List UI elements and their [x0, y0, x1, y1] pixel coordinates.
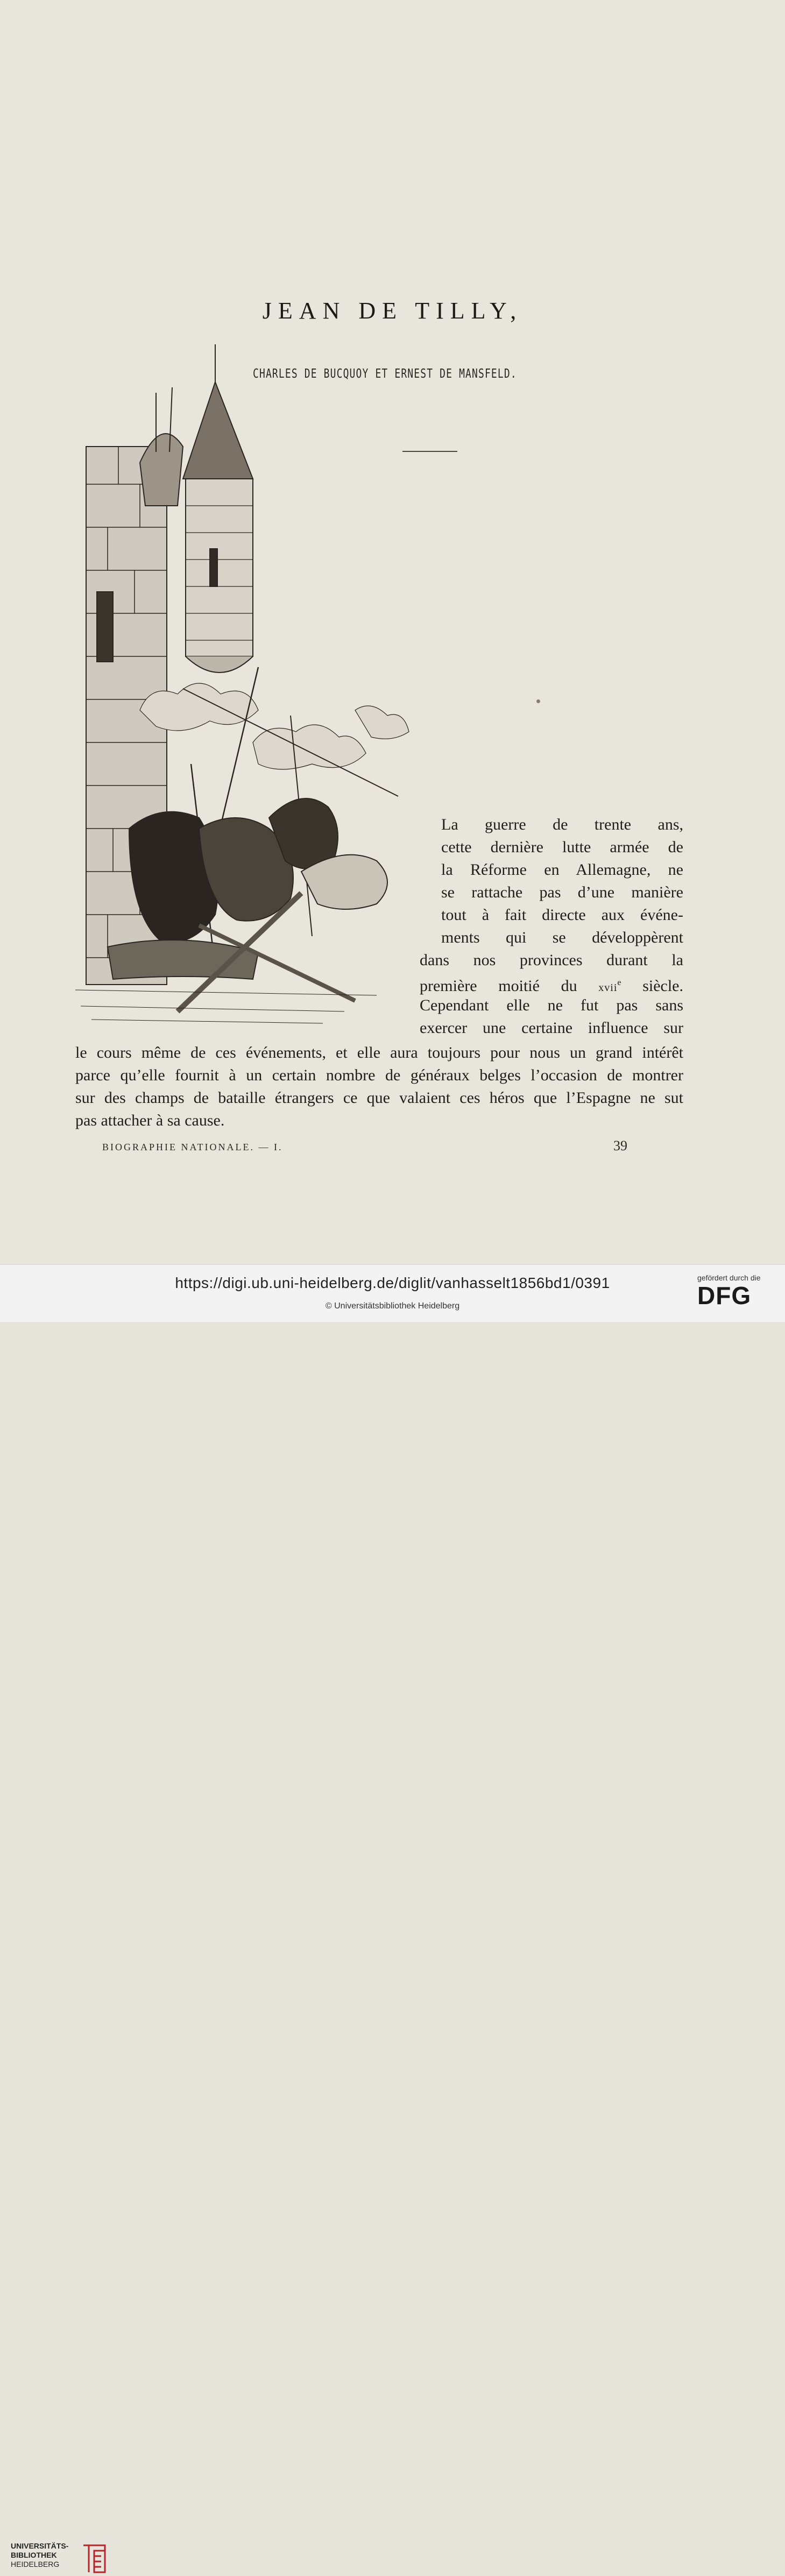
page-number: 39: [613, 1138, 627, 1153]
page-title: JEAN DE TILLY,: [262, 298, 523, 324]
body-line: cette dernière lutte armée de: [441, 838, 683, 856]
body-line: dans nos provinces durant la: [420, 951, 683, 969]
body-full-width: [75, 1042, 683, 1132]
ub-heidelberg-logo[interactable]: [11, 2542, 118, 2576]
body-right-column: [420, 813, 683, 1039]
body-line: pas attacher à sa cause.: [75, 1112, 225, 1129]
body-line: sur des champs de bataille étrangers ce que valaient ces héros que l’Espagne ne sut: [75, 1089, 683, 1107]
institution-name: [11, 2542, 68, 2569]
institution-line: UNIVERSITÄTS-: [11, 2542, 69, 2550]
body-line: tout à fait directe aux événe-: [441, 906, 683, 924]
running-footer: BIOGRAPHIE NATIONALE. — I.: [102, 1142, 283, 1152]
body-line: ments qui se développèrent: [441, 929, 683, 946]
body-line: La guerre de trente ans,: [441, 816, 683, 833]
body-line: exercer une certaine influence sur: [420, 1019, 683, 1037]
dfg-logo: DFG: [697, 1282, 752, 1310]
dfg-sponsor[interactable]: [697, 1273, 778, 1317]
sponsor-label: gefördert durch die: [697, 1273, 761, 1282]
scanned-page: [0, 0, 785, 1264]
page-subtitle: CHARLES DE BUCQUOY ET ERNEST DE MANSFELD.: [253, 367, 517, 381]
body-line: Cependant elle ne fut pas sans: [420, 996, 683, 1014]
copyright-notice: © Universitätsbibliothek Heidelberg: [325, 1301, 460, 1311]
century-sup: e: [617, 978, 621, 987]
century-roman: xvii: [598, 982, 618, 994]
body-line: la Réforme en Allemagne, ne: [441, 861, 683, 879]
century-text-lead: première moitié du: [420, 977, 577, 995]
engraving-illustration: [75, 344, 441, 1033]
body-line: se rattache pas d’une manière: [441, 883, 683, 901]
body-line: parce qu’elle fournit à un certain nombre de généraux belges l’occasion de montrer: [75, 1066, 683, 1084]
body-line: le cours même de ces événements, et elle aura toujours pour nous un grand intérêt: [75, 1044, 683, 1061]
institution-line: BIBLIOTHEK: [11, 2551, 57, 2559]
permalink-url[interactable]: https://digi.ub.uni-heidelberg.de/diglit/vanhasselt1856bd1/0391: [175, 1275, 610, 1291]
body-line-century: [420, 972, 683, 994]
ub-emblem-icon: [81, 2543, 108, 2575]
century-tail: siècle.: [621, 977, 683, 995]
viewer-footer-bar: [0, 1264, 785, 2568]
ink-spot: [536, 699, 540, 703]
institution-line: HEIDELBERG: [11, 2560, 60, 2568]
